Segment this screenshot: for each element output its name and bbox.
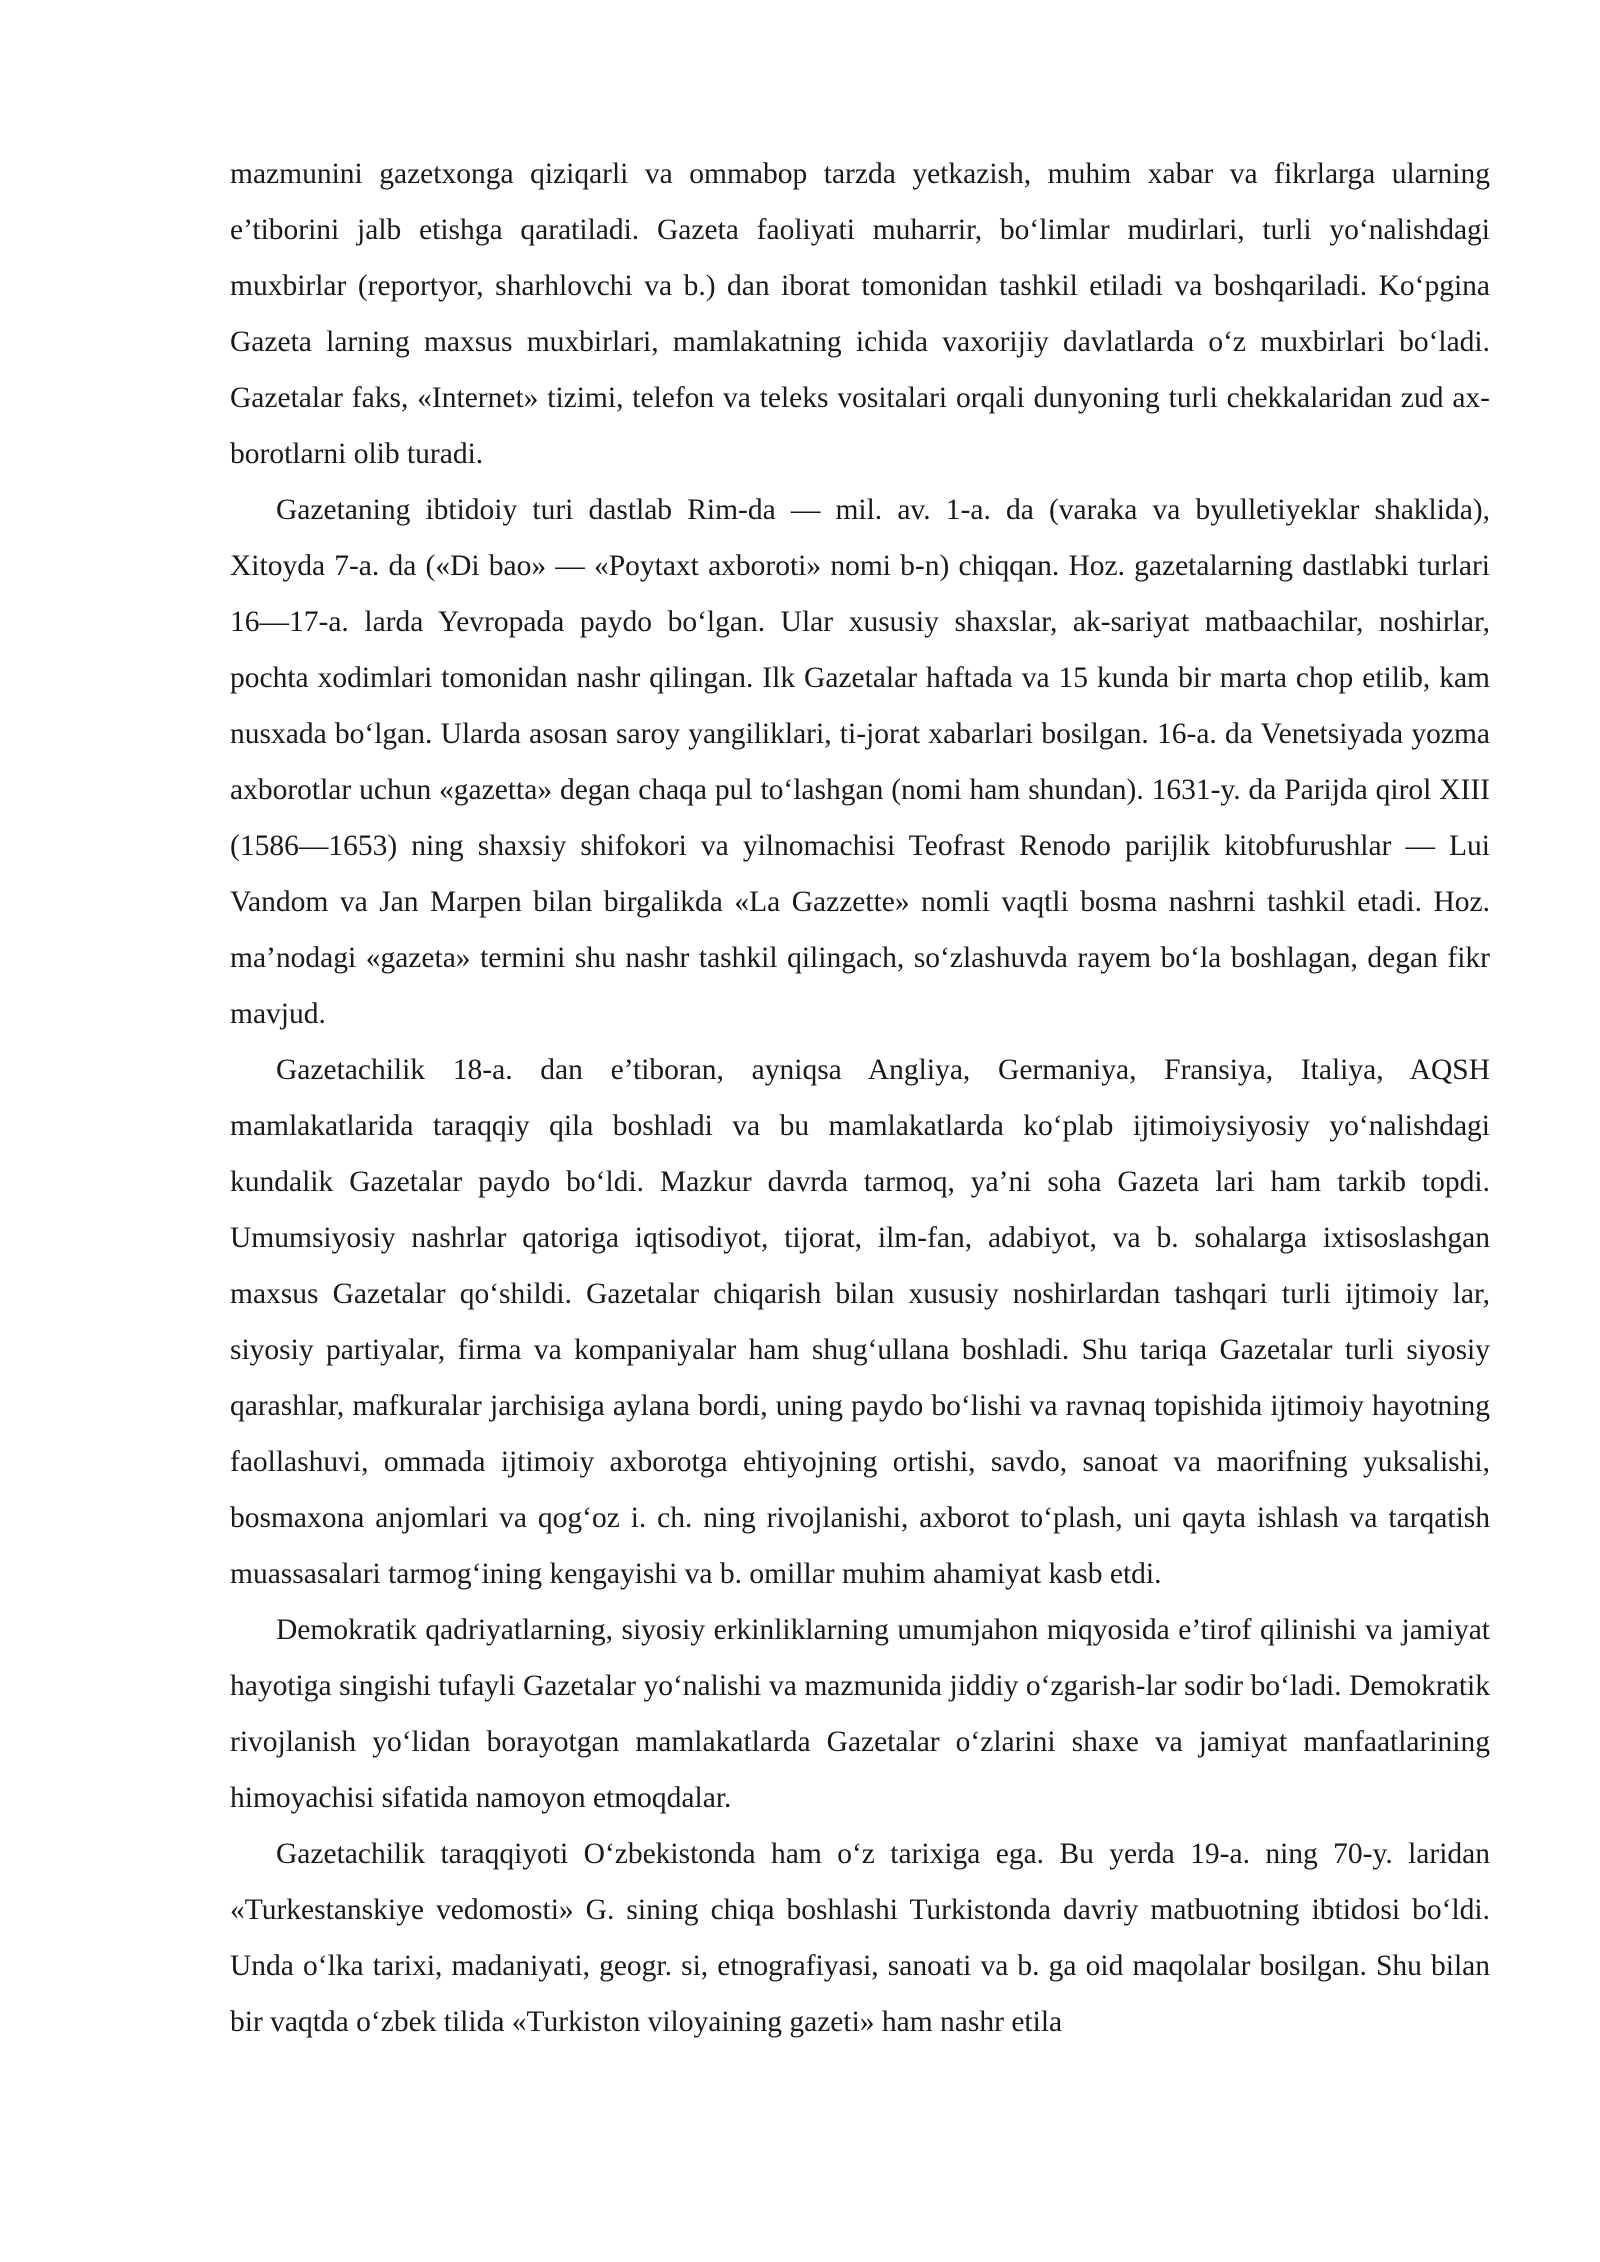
- paragraph-3: Gazetachilik 18-a. dan e’tiboran, ayniqsa Angliya, Germaniya, Fransiya, Italiya, AQSH mamlakatlarida taraqqiy qila boshladi va bu mamlakatlarda ko‘plab ijtimoiysiyosiy yo‘nalishdagi kundalik Gazetalar paydo bo‘ldi. Mazkur davrda tarmoq, ya’ni soha Gazeta lari ham tarkib topdi. Umumsiyosiy nashrlar qatoriga iqtisodiyot, tijorat, ilm-fan, adabiyot, va b. sohalarga ixtisoslashgan maxsus Gazetalar qo‘shildi. Gazetalar chiqarish bilan xususiy noshirlardan tashqari turli ijtimoiy lar, siyosiy partiyalar, firma va kompaniyalar ham shug‘ullana boshladi. Shu tariqa Gazetalar turli siyosiy qarashlar, mafkuralar jarchisiga aylana bordi, uning paydo bo‘lishi va ravnaq topishida ijtimoiy hayotning faollashuvi, ommada ijtimoiy axborotga ehtiyojning ortishi, savdo, sanoat va maorifning yuksalishi, bosmaxona anjomlari va qog‘oz i. ch. ning rivojlanishi, axborot to‘plash, uni qayta ishlash va tarqatish muassasalari tarmog‘ining kengayishi va b. omillar muhim ahamiyat kasb etdi.: [230, 1054, 1490, 1590]
- paragraph-1: mazmunini gazetxonga qiziqarli va ommabop tarzda yetkazish, muhim xabar va fikrlarga ularning e’tiborini jalb etishga qaratiladi. Gazeta faoliyati muharrir, bo‘limlar mudirlari, turli yo‘nalishdagi muxbirlar (reportyor, sharhlovchi va b.) dan iborat tomonidan tashkil etiladi va boshqariladi. Ko‘pgina Gazeta larning maxsus muxbirlari, mamlakatning ichida vaxorijiy davlatlarda o‘z muxbirlari bo‘ladi. Gazetalar faks, «Internet» tizimi, telefon va teleks vositalari orqali dunyoning turli chekkalaridan zud ax-borotlarni olib turadi.: [230, 158, 1490, 470]
- paragraph-2: Gazetaning ibtidoiy turi dastlab Rim-da — mil. av. 1-a. da (varaka va byulletiyeklar shaklida), Xitoyda 7-a. da («Di bao» — «Poytaxt axboroti» nomi b-n) chiqqan. Hoz. gazetalarning dastlabki turlari 16—17-a. larda Yevropada paydo bo‘lgan. Ular xususiy shaxslar, ak-sariyat matbaachilar, noshirlar, pochta xodimlari tomonidan nashr qilingan. Ilk Gazetalar haftada va 15 kunda bir marta chop etilib, kam nusxada bo‘lgan. Ularda asosan saroy yangiliklari, ti-jorat xabarlari bosilgan. 16-a. da Venetsiyada yozma axborotlar uchun «gazetta» degan chaqa pul to‘lashgan (nomi ham shundan). 1631-y. da Parijda qirol XIII (1586—1653) ning shaxsiy shifokori va yilnomachisi Teofrast Renodo parijlik kitobfurushlar — Lui Vandom va Jan Marpen bilan birgalikda «La Gazzette» nomli vaqtli bosma nashrni tashkil etadi. Hoz. ma’nodagi «gazeta» termini shu nashr tashkil qilingach, so‘zlashuvda rayem bo‘la boshlagan, degan fikr mavjud.: [230, 494, 1490, 1030]
- paragraph-4: Demokratik qadriyatlarning, siyosiy erkinliklarning umumjahon miqyosida e’tirof qilinishi va jamiyat hayotiga singishi tufayli Gazetalar yo‘nalishi va mazmunida jiddiy o‘zgarish-lar sodir bo‘ladi. Demokratik rivojlanish yo‘lidan borayotgan mamlakatlarda Gazetalar o‘zlarini shaxe va jamiyat manfaatlarining himoyachisi sifatida namoyon etmoqdalar.: [230, 1614, 1490, 1814]
- paragraph-5: Gazetachilik taraqqiyoti O‘zbekistonda ham o‘z tarixiga ega. Bu yerda 19-a. ning 70-y. laridan «Turkestanskiye vedomosti» G. sining chiqa boshlashi Turkistonda davriy matbuotning ibtidosi bo‘ldi. Unda o‘lka tarixi, madaniyati, geogr. si, etnografiyasi, sanoati va b. ga oid maqolalar bosilgan. Shu bilan bir vaqtda o‘zbek tilida «Turkiston viloyaining gazeti» ham nashr etila: [230, 1838, 1490, 2038]
- document-page: [230, 146, 1490, 2050]
